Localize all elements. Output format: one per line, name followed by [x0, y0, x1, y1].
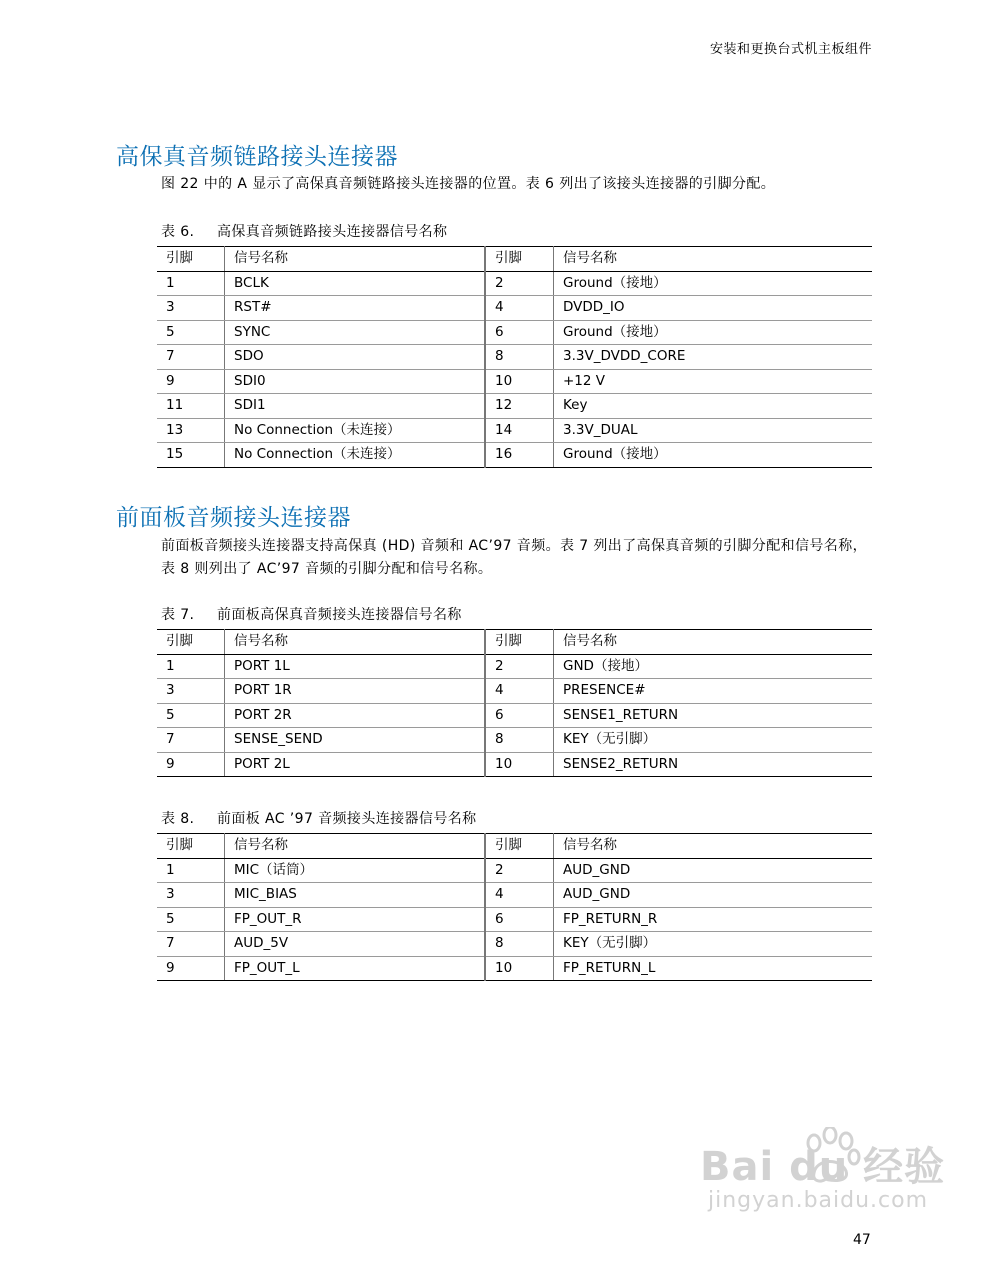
pin-number-cell: 10 [485, 752, 554, 777]
pin-number-cell: 10 [485, 369, 554, 394]
signal-name-cell: Ground（接地） [554, 443, 873, 468]
signal-name-cell: SYNC [225, 320, 486, 345]
pin-number-cell: 4 [485, 296, 554, 321]
table-row [157, 932, 872, 957]
signal-name-cell: PORT 2L [225, 752, 486, 777]
signal-name-cell: No Connection（未连接） [225, 418, 486, 443]
header-cell: 引脚 [485, 247, 554, 272]
table-row [157, 443, 872, 468]
signal-name-cell: SENSE2_RETURN [554, 752, 873, 777]
signal-name-cell: +12 V [554, 369, 873, 394]
running-head: 安装和更换台式机主板组件 [709, 42, 872, 57]
table-caption-7 [161, 604, 462, 624]
table-row [157, 858, 872, 883]
section-paragraph-front-panel-audio: 前面板音频接头连接器支持高保真 (HD) 音频和 AC’97 音频。表 7 列出了高保真音频的引脚分配和信号名称，表 8 则列出了 AC’97 音频的引脚分配和信号名称。 [161, 538, 868, 577]
pin-number-cell: 3 [157, 883, 225, 908]
pin-number-cell: 9 [157, 956, 225, 981]
table-row [157, 752, 872, 777]
signal-name-cell: No Connection（未连接） [225, 443, 486, 468]
watermark-logo-text: Bai du 经验 [700, 1144, 946, 1190]
table-row [157, 703, 872, 728]
header-cell: 引脚 [485, 630, 554, 655]
table-row [157, 271, 872, 296]
header-cell: 引脚 [157, 247, 225, 272]
table-row [157, 654, 872, 679]
signal-name-cell: PRESENCE# [554, 679, 873, 704]
pin-number-cell: 15 [157, 443, 225, 468]
pin-number-cell: 9 [157, 752, 225, 777]
pin-number-cell: 3 [157, 679, 225, 704]
header-cell: 信号名称 [225, 247, 486, 272]
pin-number-cell: 16 [485, 443, 554, 468]
header-cell: 信号名称 [554, 630, 873, 655]
signal-name-cell: FP_OUT_R [225, 907, 486, 932]
header-cell: 信号名称 [225, 834, 486, 859]
signal-name-cell: PORT 1L [225, 654, 486, 679]
pin-number-cell: 1 [157, 271, 225, 296]
pin-number-cell: 5 [157, 703, 225, 728]
pin-number-cell: 7 [157, 345, 225, 370]
pin-number-cell: 6 [485, 320, 554, 345]
signal-name-cell: MIC_BIAS [225, 883, 486, 908]
signal-name-cell: PORT 2R [225, 703, 486, 728]
header-cell: 信号名称 [554, 247, 873, 272]
section-title-hd-audio-link: 高保真音频链路接头连接器 [116, 144, 398, 170]
signal-name-cell: FP_RETURN_R [554, 907, 873, 932]
pin-number-cell: 6 [485, 703, 554, 728]
header-cell: 引脚 [157, 834, 225, 859]
page-number: 47 [853, 1232, 871, 1248]
table-row [157, 883, 872, 908]
pin-number-cell: 14 [485, 418, 554, 443]
table-body [157, 858, 872, 981]
signal-name-cell: SENSE1_RETURN [554, 703, 873, 728]
pin-number-cell: 11 [157, 394, 225, 419]
table-title: 前面板高保真音频接头连接器信号名称 [217, 607, 462, 623]
table-row [157, 345, 872, 370]
pin-number-cell: 1 [157, 858, 225, 883]
table-row [157, 320, 872, 345]
signal-name-cell: 3.3V_DVDD_CORE [554, 345, 873, 370]
table-row [157, 369, 872, 394]
section-paragraph-hd-audio-link: 图 22 中的 A 显示了高保真音频链路接头连接器的位置。表 6 列出了该接头连接器的引脚分配。 [161, 176, 776, 192]
table-number: 表 7. [161, 607, 195, 623]
table-header-row [157, 630, 872, 655]
pin-number-cell: 5 [157, 907, 225, 932]
table-row [157, 394, 872, 419]
signal-name-cell: GND（接地） [554, 654, 873, 679]
pin-number-cell: 4 [485, 679, 554, 704]
pin-number-cell: 2 [485, 858, 554, 883]
paw-icon [800, 1127, 864, 1187]
table-title: 前面板 AC ’97 音频接头连接器信号名称 [217, 811, 477, 827]
signal-name-cell: FP_RETURN_L [554, 956, 873, 981]
pin-number-cell: 8 [485, 345, 554, 370]
table-number: 表 6. [161, 224, 195, 240]
signal-name-cell: MIC（话筒） [225, 858, 486, 883]
signal-name-cell: BCLK [225, 271, 486, 296]
watermark-url: jingyan.baidu.com [708, 1188, 929, 1213]
table-header-row [157, 834, 872, 859]
pin-number-cell: 10 [485, 956, 554, 981]
table-row [157, 728, 872, 753]
pin-number-cell: 7 [157, 932, 225, 957]
table-number: 表 8. [161, 811, 195, 827]
signal-name-cell: FP_OUT_L [225, 956, 486, 981]
signal-name-cell: AUD_GND [554, 883, 873, 908]
table-title: 高保真音频链路接头连接器信号名称 [217, 224, 448, 240]
signal-name-cell: KEY（无引脚） [554, 932, 873, 957]
pin-table-6 [157, 246, 872, 468]
table-row [157, 418, 872, 443]
signal-name-cell: SDI1 [225, 394, 486, 419]
signal-name-cell: 3.3V_DUAL [554, 418, 873, 443]
signal-name-cell: SENSE_SEND [225, 728, 486, 753]
table-row [157, 679, 872, 704]
pin-number-cell: 7 [157, 728, 225, 753]
pin-number-cell: 13 [157, 418, 225, 443]
pin-table-7 [157, 629, 872, 777]
section-title-front-panel-audio: 前面板音频接头连接器 [116, 505, 351, 531]
table-body [157, 654, 872, 777]
signal-name-cell: Ground（接地） [554, 320, 873, 345]
signal-name-cell: AUD_GND [554, 858, 873, 883]
signal-name-cell: Key [554, 394, 873, 419]
pin-number-cell: 3 [157, 296, 225, 321]
header-cell: 信号名称 [554, 834, 873, 859]
pin-number-cell: 8 [485, 932, 554, 957]
table-caption-6 [161, 221, 447, 241]
signal-name-cell: AUD_5V [225, 932, 486, 957]
pin-number-cell: 8 [485, 728, 554, 753]
signal-name-cell: RST# [225, 296, 486, 321]
header-cell: 引脚 [157, 630, 225, 655]
header-cell: 引脚 [485, 834, 554, 859]
header-cell: 信号名称 [225, 630, 486, 655]
signal-name-cell: SDI0 [225, 369, 486, 394]
table-row [157, 956, 872, 981]
pin-number-cell: 6 [485, 907, 554, 932]
pin-number-cell: 1 [157, 654, 225, 679]
table-caption-8 [161, 808, 477, 828]
pin-number-cell: 2 [485, 271, 554, 296]
signal-name-cell: KEY（无引脚） [554, 728, 873, 753]
table-row [157, 296, 872, 321]
table-header-row [157, 247, 872, 272]
signal-name-cell: DVDD_IO [554, 296, 873, 321]
signal-name-cell: Ground（接地） [554, 271, 873, 296]
pin-number-cell: 5 [157, 320, 225, 345]
table-body [157, 271, 872, 467]
signal-name-cell: SDO [225, 345, 486, 370]
pin-number-cell: 9 [157, 369, 225, 394]
pin-number-cell: 4 [485, 883, 554, 908]
table-row [157, 907, 872, 932]
pin-number-cell: 12 [485, 394, 554, 419]
baidu-jingyan-watermark [700, 1135, 945, 1213]
pin-number-cell: 2 [485, 654, 554, 679]
pin-table-8 [157, 833, 872, 981]
signal-name-cell: PORT 1R [225, 679, 486, 704]
